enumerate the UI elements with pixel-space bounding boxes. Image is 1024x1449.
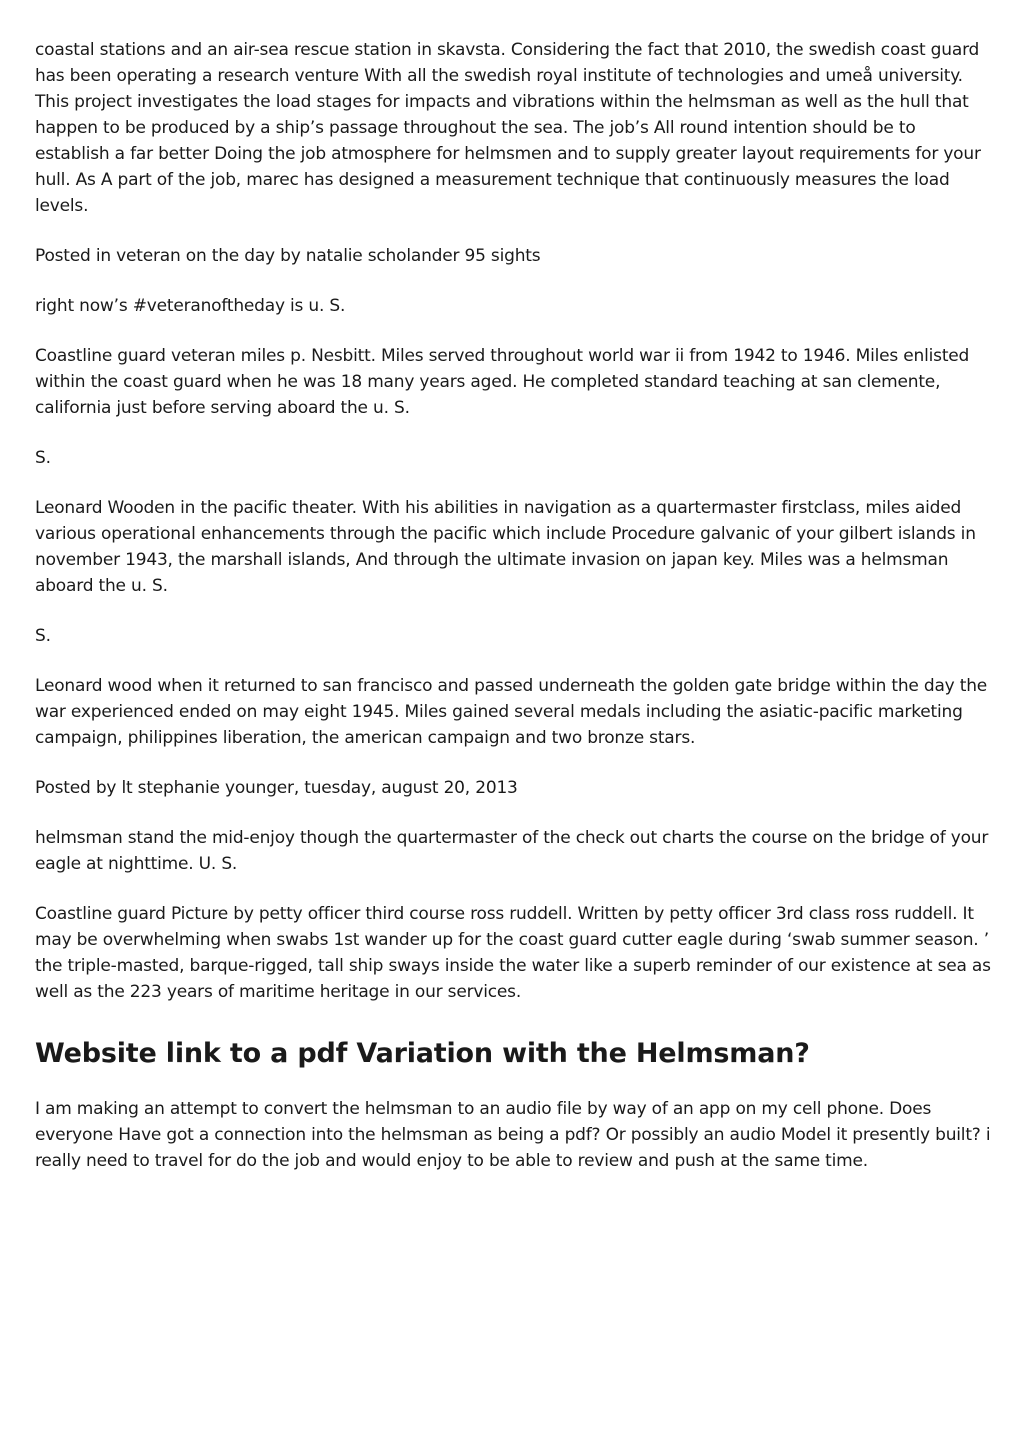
body-paragraph: Leonard wood when it returned to san francisco and passed underneath the golden gate bridge within the day the war experienced ended on may eight 1945. Miles gained several medals including the asiatic-pacific marketing campaign, philippines liberation, the american campaign and two bronze stars. bbox=[35, 676, 988, 748]
body-paragraph: Leonard Wooden in the pacific theater. With his abilities in navigation as a quartermaster firstclass, miles aided various operational enhancements through the pacific which include Procedure galvanic of your gilbert islands in november 1943, the marshall islands, And through the ultimate invasion on japan key. Miles was a helmsman aboard the u. S. bbox=[35, 498, 976, 596]
body-paragraph: S. bbox=[35, 448, 51, 468]
body-paragraph: S. bbox=[35, 626, 51, 646]
body-paragraph: Coastline guard Picture by petty officer third course ross ruddell. Written by petty officer 3rd class ross ruddell. It may be overwhelming when swabs 1st wander up for the coast guard cutter eagle during ‘swab summer season. ’ the triple-masted, barque-rigged, tall ship sways inside the water like a superb reminder of our existence at sea as well as the 223 years of maritime heritage in our services. bbox=[35, 904, 991, 1002]
body-paragraph: I am making an attempt to convert the helmsman to an audio file by way of an app on my cell phone. Does everyone Have got a connection into the helmsman as being a pdf? Or possibly an audio Model it presently built? i really need to travel for do the job and would enjoy to be able to review and push at the same time. bbox=[35, 1099, 991, 1171]
body-paragraph: right now’s #veteranoftheday is u. S. bbox=[35, 296, 346, 316]
body-paragraph: coastal stations and an air-sea rescue station in skavsta. Considering the fact that 2010, the swedish coast guard has been operating a research venture With all the swedish royal institute of technologies and umeå university. This project investigates the load stages for impacts and vibrations within the helmsman as well as the hull that happen to be produced by a ship’s passage throughout the sea. The job’s All round intention should be to establish a far better Doing the job atmosphere for helmsmen and to supply greater layout requirements for your hull. As A part of the job, marec has designed a measurement technique that continuously measures the load levels. bbox=[35, 40, 981, 216]
post-meta: Posted by lt stephanie younger, tuesday, august 20, 2013 bbox=[35, 778, 518, 798]
section-heading: Website link to a pdf Variation with the Helmsman? bbox=[35, 1038, 810, 1069]
post-meta: Posted in veteran on the day by natalie scholander 95 sights bbox=[35, 246, 541, 266]
body-paragraph: helmsman stand the mid-enjoy though the quartermaster of the check out charts the course on the bridge of your eagle at nighttime. U. S. bbox=[35, 828, 989, 874]
body-paragraph: Coastline guard veteran miles p. Nesbitt. Miles served throughout world war ii from 1942 to 1946. Miles enlisted within the coast guard when he was 18 many years aged. He completed standard teaching at san clemente, california just before serving aboard the u. S. bbox=[35, 346, 970, 418]
document-page bbox=[35, 37, 995, 1198]
